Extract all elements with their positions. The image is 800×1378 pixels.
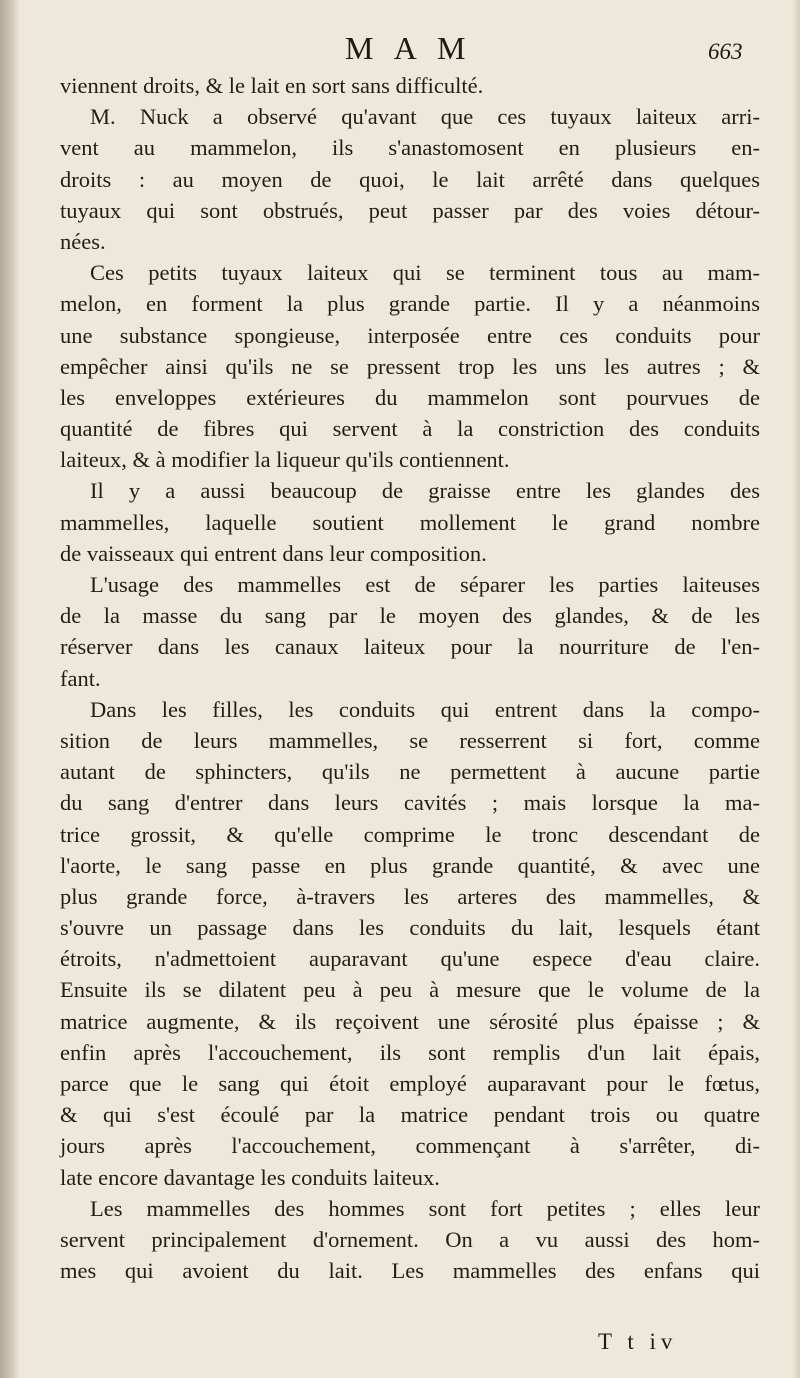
- text-line: parce que le sang qui étoit employé auparavant pour le fœtus,: [60, 1071, 760, 1096]
- text-line: Il y a aussi beaucoup de graisse entre les glandes des: [90, 478, 760, 504]
- text-line: M. Nuck a observé qu'avant que ces tuyaux laiteux arri-: [90, 104, 760, 130]
- text-line: matrice augmente, & ils reçoivent une sérosité plus épaisse ; &: [60, 1008, 760, 1034]
- running-head: M A M: [345, 30, 473, 66]
- text-line: étroits, n'admettoient auparavant qu'une espece d'eau claire.: [60, 946, 760, 972]
- signature-mark: T t iv: [598, 1329, 678, 1354]
- text-line: Ensuite ils se dilatent peu à peu à mesure que le volume de la: [60, 977, 760, 1003]
- page-edge-shadow: [792, 0, 800, 1378]
- text-line: de la masse du sang par le moyen des glandes, & de les: [60, 603, 760, 629]
- text-line: empêcher ainsi qu'ils ne se pressent trop les uns les autres ; &: [60, 353, 760, 379]
- text-line: & qui s'est écoulé par la matrice pendant trois ou quatre: [60, 1102, 760, 1128]
- text-line: viennent droits, & le lait en sort sans difficulté.: [60, 73, 484, 98]
- body-text: [60, 70, 760, 1286]
- text-line: mammelles, laquelle soutient mollement le grand nombre: [60, 509, 760, 535]
- text-line: vent au mammelon, ils s'anastomosent en plusieurs en-: [60, 135, 760, 161]
- text-line: fant.: [60, 665, 101, 691]
- text-line: de vaisseaux qui entrent dans leur composition.: [60, 540, 487, 566]
- text-line: nées.: [60, 228, 106, 254]
- page-header: [0, 30, 800, 70]
- text-line: du sang d'entrer dans leurs cavités ; mais lorsque la ma-: [60, 790, 760, 816]
- text-line: late encore davantage les conduits laiteux.: [60, 1164, 440, 1190]
- text-line: plus grande force, à-travers les arteres des mammelles, &: [60, 883, 760, 909]
- text-line: enfin après l'accouchement, ils sont remplis d'un lait épais,: [60, 1039, 760, 1065]
- text-line: trice grossit, & qu'elle comprime le tronc descendant de: [60, 821, 760, 847]
- text-line: Ces petits tuyaux laiteux qui se terminent tous au mam-: [90, 260, 760, 286]
- text-line: mes qui avoient du lait. Les mammelles des enfans qui: [60, 1258, 760, 1284]
- text-line: s'ouvre un passage dans les conduits du lait, lesquels étant: [60, 915, 760, 941]
- text-line: réserver dans les canaux laiteux pour la nourriture de l'en-: [60, 634, 760, 660]
- text-line: sition de leurs mammelles, se resserrent si fort, comme: [60, 727, 760, 753]
- text-line: quantité de fibres qui servent à la constriction des conduits: [60, 416, 760, 442]
- text-line: tuyaux qui sont obstrués, peut passer par des voies détour-: [60, 197, 760, 223]
- text-line: laiteux, & à modifier la liqueur qu'ils contiennent.: [60, 447, 510, 473]
- text-line: melon, en forment la plus grande partie. Il y a néanmoins: [60, 291, 760, 317]
- page-number: 663: [708, 39, 743, 64]
- text-line: Les mammelles des hommes sont fort petites ; elles leur: [90, 1195, 760, 1221]
- text-line: l'aorte, le sang passe en plus grande quantité, & avec une: [60, 852, 760, 878]
- text-line: droits : au moyen de quoi, le lait arrêté dans quelques: [60, 166, 760, 192]
- page-spine-shadow: [0, 0, 20, 1378]
- text-line: les enveloppes extérieures du mammelon sont pourvues de: [60, 384, 760, 410]
- text-line: servent principalement d'ornement. On a vu aussi des hom-: [60, 1226, 760, 1252]
- text-line: autant de sphincters, qu'ils ne permettent à aucune partie: [60, 759, 760, 785]
- text-line: jours après l'accouchement, commençant à s'arrêter, di-: [60, 1133, 760, 1159]
- text-line: Dans les filles, les conduits qui entrent dans la compo-: [90, 696, 760, 722]
- text-line: L'usage des mammelles est de séparer les parties laiteuses: [90, 572, 760, 597]
- text-line: une substance spongieuse, interposée entre ces conduits pour: [60, 322, 760, 348]
